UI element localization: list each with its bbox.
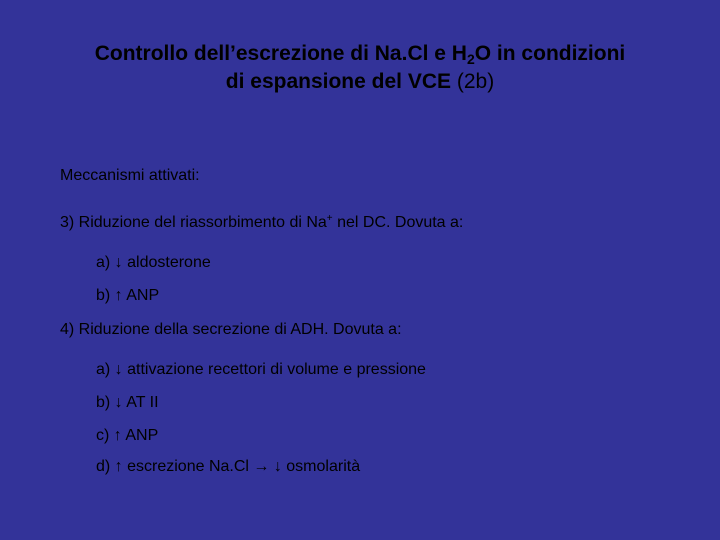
title-line-2 — [20, 68, 700, 96]
item-4-sub-a: a) ↓ attivazione recettori di volume e pressione — [96, 361, 426, 378]
slide-title — [20, 40, 700, 96]
item-4-sub-d: d) ↑ escrezione Na.Cl → ↓ osmolarità — [96, 458, 361, 475]
item-3-text-before: 3) Riduzione del riassorbimento di Na — [60, 214, 327, 231]
title-line-2-bold: di espansione del VCE — [225, 70, 452, 93]
title-line-1-part-2: O in condizioni — [474, 42, 626, 65]
mechanisms-heading: Meccanismi attivati: — [60, 167, 200, 184]
title-line-1-part-1: Controllo dell’escrezione di Na.Cl e H — [94, 42, 467, 65]
item-4-sub-c: c) ↑ ANP — [96, 427, 159, 444]
item-3-sub-b: b) ↑ ANP — [96, 287, 160, 304]
item-3-sub-a: a) ↓ aldosterone — [96, 254, 211, 271]
item-3-superscript: + — [326, 213, 333, 224]
title-line-1 — [20, 40, 700, 68]
item-4: 4) Riduzione della secrezione di ADH. Dovuta a: — [60, 321, 402, 338]
item-3 — [60, 213, 463, 233]
title-line-2-normal: (2b) — [456, 70, 495, 93]
item-3-text-after: nel DC. Dovuta a: — [332, 214, 464, 231]
title-subscript: 2 — [466, 51, 475, 67]
item-4-sub-b: b) ↓ AT II — [96, 394, 159, 411]
